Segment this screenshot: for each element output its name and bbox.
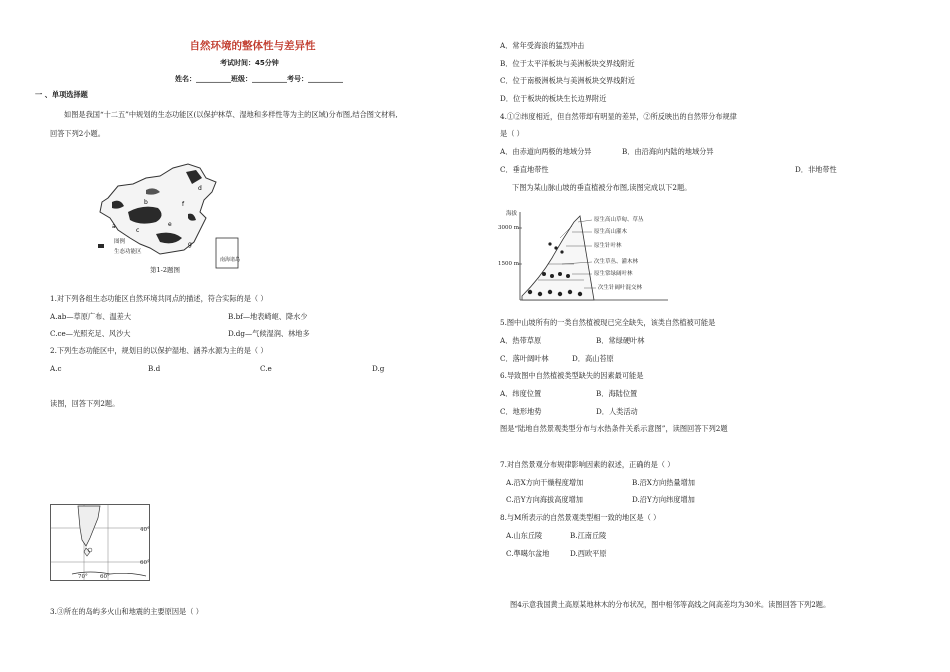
exam-time: 考试时间：45分钟 — [220, 59, 279, 67]
q6-option-b: B．海陆位置 — [596, 389, 638, 398]
page-title: 自然环境的整体性与差异性 — [189, 40, 316, 52]
question-2: 2.下列生态功能区中，规划目的以保护湿地、涵养水源为主的是（ ） — [50, 346, 268, 355]
tick-3000: 3000 m — [498, 225, 519, 231]
map-letter-e: e — [168, 221, 172, 228]
question-3: 3.③所在的岛屿多火山和地震的主要原因是（ ） — [50, 607, 203, 616]
q1-option-c: C.ce—光照充足、风沙大 — [50, 329, 131, 338]
q4-option-b: B．由沿海向内陆的地域分异 — [622, 147, 714, 156]
south-america-map — [50, 504, 150, 582]
intro-paragraph-cont: 回答下列2小题。 — [50, 129, 105, 138]
q2-option-a: A.c — [50, 364, 62, 373]
map2-lon-60: 60° — [100, 574, 110, 580]
china-eco-map — [88, 160, 240, 275]
q7-option-b: B.沿X方向热量增加 — [632, 478, 695, 487]
q2-option-b: B.d — [148, 364, 161, 373]
question-7: 7.对自然景观分布规律影响因素的叙述，正确的是（ ） — [500, 460, 675, 469]
question-6: 6.导致图中自然植被类型缺失的因素最可能是 — [500, 371, 644, 380]
q1-option-b: B.bf—地表崎岖、降水少 — [228, 312, 308, 321]
tick-1500: 1500 m — [498, 261, 519, 267]
q5-option-d: D．高山苔原 — [572, 354, 614, 363]
q3-option-a: A．常年受海浪的猛烈冲击 — [500, 41, 585, 50]
zone-label-6: 次生针阔叶混交林 — [598, 285, 643, 291]
vegetation-zone-figure — [500, 208, 670, 304]
map-letter-d: d — [198, 185, 202, 192]
map-letter-f: f — [182, 201, 185, 208]
intro-fig4: 图是“陆地自然景观类型分布与水热条件关系示意图”，读图回答下列2题 — [500, 424, 728, 433]
question-1: 1.对下列各组生态功能区自然环境共同点的描述，符合实际的是（ ） — [50, 294, 268, 303]
q7-option-c: C.沿Y方向海拔高度增加 — [506, 495, 583, 504]
zone-label-1: 原生高山草甸、草丛 — [594, 217, 644, 223]
q6-option-a: A．纬度位置 — [500, 389, 542, 398]
q6-option-c: C．地形地势 — [500, 407, 542, 416]
map-letter-c: c — [136, 227, 140, 234]
intro-map2: 读图，回答下列2题。 — [50, 399, 120, 408]
zone-label-3: 原生针叶林 — [594, 243, 622, 249]
q8-option-c: C.準噶尔盆地 — [506, 549, 550, 558]
q2-option-c: C.e — [260, 364, 272, 373]
map-letter-g: g — [188, 241, 192, 248]
q8-option-d: D.西欧平原 — [570, 549, 607, 558]
q3-option-b: B．位于太平洋板块与美洲板块交界线附近 — [500, 59, 635, 68]
intro-fig3: 下图为某山脉山坡的垂直植被分布图,读图完成以下2题。 — [512, 183, 692, 192]
map-letter-a: a — [112, 223, 116, 230]
q4-option-d: D．非地带性 — [795, 165, 837, 174]
map2-lat-40: 40° — [140, 527, 150, 533]
question-5: 5.图中山坡所有的一类自然植被现已完全缺失，该类自然植被可能是 — [500, 318, 716, 327]
q7-option-d: D.沿Y方向纬度增加 — [632, 495, 695, 504]
intro-paragraph: 如图是我国“十二五”中规划的生态功能区(以保护林草、湿地和多样性等为主的区域)分布图,结合图文材料, — [64, 110, 398, 119]
q1-option-d: D.dg—气候湿润、林地多 — [228, 329, 310, 338]
zone-label-5: 原生常绿阔叶林 — [594, 271, 633, 277]
name-line: 姓名：__________班级：__________考号：__________ — [175, 75, 343, 83]
bottom-intro: 图4示意我国黄土高原某地林木的分布状况，图中相邻等高线之间高差均为30米。读图回答下列2题。 — [510, 600, 831, 609]
q5-option-c: C．落叶阔叶林 — [500, 354, 549, 363]
q2-option-d: D.g — [372, 364, 385, 373]
q8-option-b: B.江南丘陵 — [570, 531, 607, 540]
question-4-cont: 是（ ） — [500, 129, 524, 138]
q8-option-a: A.山东丘陵 — [506, 531, 543, 540]
inset-label: 南海诸岛 — [220, 257, 241, 263]
map2-lon-70: 70° — [78, 574, 88, 580]
map2-lat-60: 60° — [140, 560, 150, 566]
question-4: 4.①②纬度相近，但自然带却有明显的差异，②所反映出的自然带分布规律 — [500, 112, 737, 121]
q5-option-b: B．常绿硬叶林 — [596, 336, 645, 345]
q6-option-d: D．人类活动 — [596, 407, 638, 416]
map1-caption: 第1-2题图 — [150, 266, 180, 274]
zone-label-4: 次生草丛、灌木林 — [594, 259, 639, 265]
q3-option-d: D．位于板块的板块生长边界附近 — [500, 94, 607, 103]
section-heading: 一 、单项选择题 — [35, 90, 88, 99]
map-letter-b: b — [144, 199, 148, 206]
zone-label-2: 原生高山灌木 — [594, 229, 628, 235]
axis-label: 海拔 — [506, 211, 518, 217]
legend-item: 生态功能区 — [114, 249, 142, 255]
q1-option-a: A.ab—草原广布、温差大 — [50, 312, 132, 321]
q4-option-c: C．垂直地带性 — [500, 165, 549, 174]
q3-option-c: C．位于南极洲板块与美洲板块交界线附近 — [500, 76, 635, 85]
q4-option-a: A．由赤道向两极的地域分异 — [500, 147, 592, 156]
question-8: 8.与M所表示的自然景观类型相一致的地区是（ ） — [500, 513, 661, 522]
legend-title: 图例 — [114, 239, 126, 245]
q5-option-a: A．热带草原 — [500, 336, 542, 345]
q7-option-a: A.沿X方向干燥程度增加 — [506, 478, 584, 487]
